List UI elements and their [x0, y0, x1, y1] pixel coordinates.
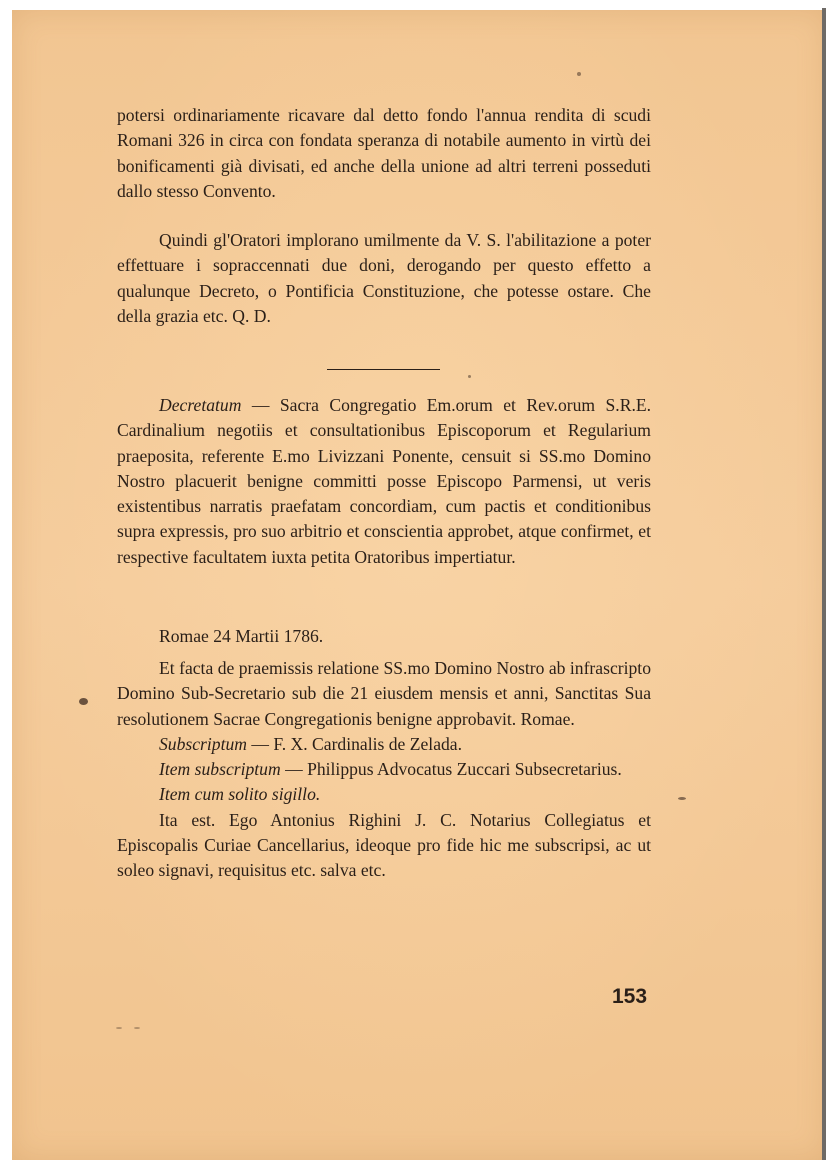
paragraph-seal: Item cum solito sigillo.	[159, 784, 321, 805]
subscriptum-label: Subscriptum	[159, 733, 247, 754]
subscriptum-text: — F. X. Cardinalis de Zelada.	[246, 733, 463, 754]
paper-speck	[79, 698, 88, 705]
page-number: 153	[612, 985, 648, 1008]
paper-speck	[134, 1027, 140, 1029]
paper-speck	[577, 72, 581, 76]
paragraph-petition	[117, 228, 651, 329]
paragraph-subscriptum	[117, 732, 651, 757]
paragraph-continuation	[117, 103, 651, 204]
paragraph-1: potersi ordinariamente ricavare dal detto fondo l'annua rendita di scudi Romani 326 in circa con fondata speranza di notabile aumento in virtù dei bonificamenti già divisati, ed anche della unione ad altri terreni posseduti dallo stesso Convento.	[117, 105, 651, 201]
paragraph-item-subscriptum	[117, 757, 651, 782]
item-subscriptum-text: — Philippus Advocatus Zuccari Subsecretarius.	[280, 759, 622, 780]
date-line	[117, 624, 651, 649]
item-subscriptum-label: Item subscriptum	[159, 759, 281, 780]
page-edge-shadow	[822, 8, 826, 1160]
paper-speck	[116, 1027, 122, 1029]
paragraph-notary: Ita est. Ego Antonius Righini J. C. Notarius Collegiatus et Episcopalis Curiae Cancellarius, ideoque pro fide hic me subscripsi, ac ut soleo signavi, requisitus etc. salva etc.	[117, 809, 651, 881]
paper-speck	[468, 375, 471, 378]
decree-text: — Sacra Congregatio Em.orum et Rev.orum S.R.E. Cardinalium negotiis et consultationibus Episcoporum et Regularium praeposita, referente E.mo Livizzani Ponente, censuit si SS.mo Domino Nostro placuerit benigne committi posse Episcopo Parmensi, ut veris existentibus narratis praefatam concordiam, cum pactis et conditionibus supra expressis, pro suo arbitrio et conscientia approbet, atque confirmet, et respective facultatem iuxta petita Oratoribus impertiatur.	[117, 395, 651, 567]
decree-label: Decretatum	[159, 395, 242, 415]
paragraph-approval: Et facta de praemissis relatione SS.mo Domino Nostro ab infrascripto Domino Sub-Secretario sub die 21 eiusdem mensis et anni, Sanctitas Sua resolutionem Sacrae Congregationis benigne approbavit. Romae.	[117, 658, 651, 729]
approval-block	[117, 656, 651, 884]
paragraph-decree	[117, 393, 651, 570]
paragraph-2: Quindi gl'Oratori implorano umilmente da V. S. l'abilitazione a poter effettuare i sopraccennati due doni, derogando per questo effetto a qualunque Decreto, o Pontificia Constituzione, che potesse ostare. Che della grazia etc. Q. D.	[117, 230, 651, 326]
paragraph-date: Romae 24 Martii 1786.	[159, 626, 324, 646]
paper-speck	[678, 797, 686, 800]
decree-block	[117, 393, 651, 570]
section-divider	[327, 369, 440, 370]
